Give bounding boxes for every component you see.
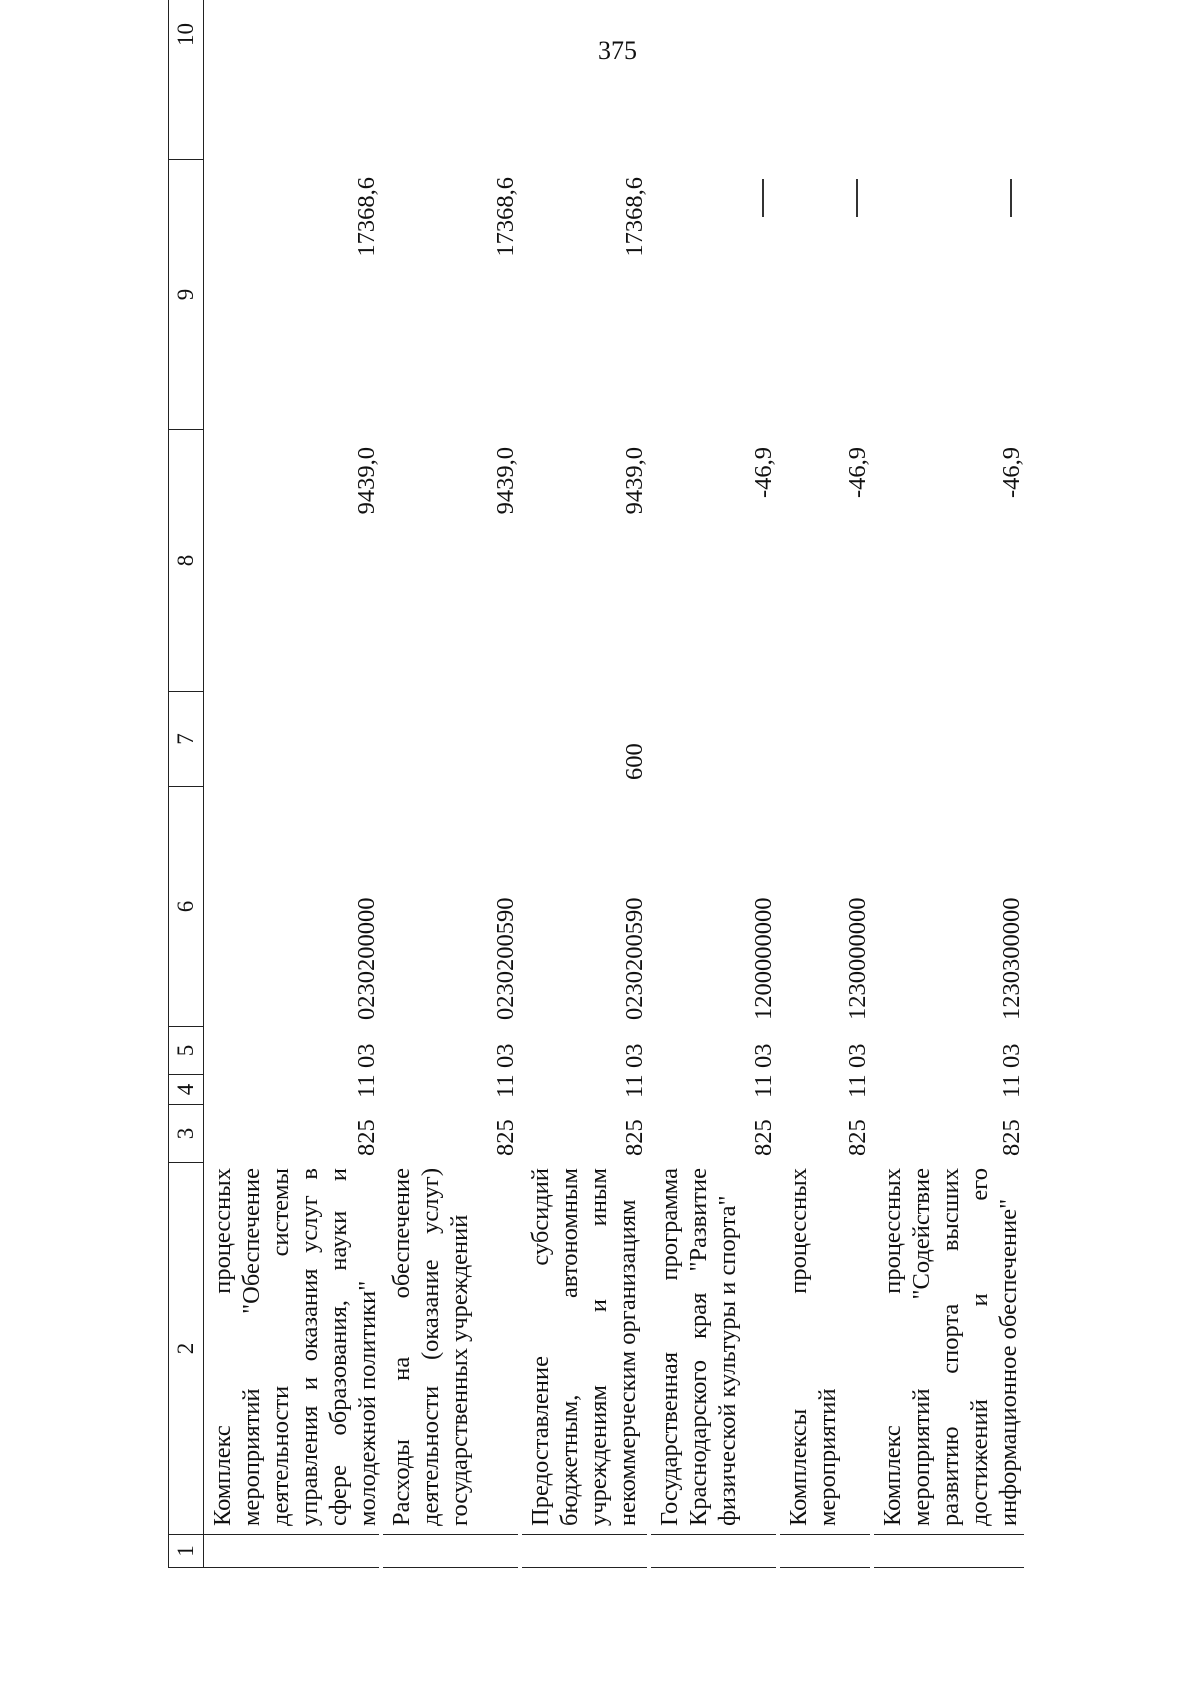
header-col-10: 10	[168, 0, 204, 159]
header-col-5: 5	[168, 1026, 204, 1074]
row-amount-10	[383, 0, 520, 159]
row-amount-8: 9439,0	[353, 447, 380, 515]
row-amount-10	[522, 0, 649, 159]
row-amount-9	[651, 159, 778, 429]
header-col-4: 4	[168, 1074, 204, 1104]
row-name: Предоставление субсидий бюджетным, автономным учреждениям и иным некоммерческим организациям	[527, 1168, 641, 1526]
row-col-1	[204, 1534, 379, 1568]
row-amount-8: -46,9	[844, 447, 871, 499]
row-amount-8: 9439,0	[492, 447, 519, 515]
row-amount-10	[204, 0, 381, 159]
row-amount-8: -46,9	[750, 447, 777, 499]
row-name: Комплекс процессных мероприятий "Обеспечение деятельности системы управления и оказания услуг в сфере образования, науки и молодежной политики"	[209, 1168, 381, 1526]
row-code-6: 1230000000	[844, 897, 871, 1020]
header-col-9: 9	[168, 159, 204, 429]
row-code-7: 600	[621, 743, 648, 780]
row-code-3: 825	[621, 1119, 648, 1156]
row-code-3: 825	[998, 1119, 1025, 1156]
header-col-6: 6	[168, 786, 204, 1026]
header-col-8: 8	[168, 429, 204, 691]
row-code-5: 03	[621, 1043, 648, 1068]
row-code-4: 11	[492, 1074, 519, 1098]
row-amount-10	[651, 0, 778, 159]
row-col-1	[522, 1534, 647, 1568]
row-amount-8: 9439,0	[621, 447, 648, 515]
row-code-4: 11	[998, 1074, 1025, 1098]
row-code-5: 03	[844, 1043, 871, 1068]
row-code-7	[383, 691, 520, 786]
row-code-3: 825	[750, 1119, 777, 1156]
row-code-7	[204, 691, 381, 786]
empty-value-dash	[856, 179, 858, 217]
row-amount-9	[874, 159, 1026, 429]
row-code-3: 825	[353, 1119, 380, 1156]
row-code-3: 825	[844, 1119, 871, 1156]
row-code-7	[780, 691, 872, 786]
header-col-1: 1	[168, 1534, 204, 1568]
row-amount-9: 17368,6	[621, 177, 648, 257]
row-code-6: 0230200590	[621, 897, 648, 1020]
row-code-5: 03	[998, 1043, 1025, 1068]
header-col-3: 3	[168, 1104, 204, 1162]
row-name: Комплекс процессных мероприятий "Содействие развитию спорта высших достижений и его информационное обеспечение"	[879, 1168, 1022, 1526]
row-amount-8: -46,9	[998, 447, 1025, 499]
row-amount-9	[780, 159, 872, 429]
row-code-7	[651, 691, 778, 786]
row-code-3: 825	[492, 1119, 519, 1156]
row-code-6: 1200000000	[750, 897, 777, 1020]
row-col-1	[874, 1534, 1024, 1568]
row-name: Расходы на обеспечение деятельности (оказание услуг) государственных учреждений	[388, 1168, 473, 1526]
row-amount-10	[780, 0, 872, 159]
row-amount-10	[874, 0, 1026, 159]
row-col-1	[383, 1534, 518, 1568]
row-code-6: 0230200590	[492, 897, 519, 1020]
header-col-7: 7	[168, 691, 204, 786]
budget-table-rotated	[168, 0, 1200, 1697]
row-code-5: 03	[353, 1043, 380, 1068]
row-col-1	[780, 1534, 870, 1568]
row-code-4: 11	[750, 1074, 777, 1098]
empty-value-dash	[1010, 179, 1012, 217]
row-code-4: 11	[621, 1074, 648, 1098]
row-code-6: 1230300000	[998, 897, 1025, 1020]
header-col-2: 2	[168, 1162, 204, 1534]
row-amount-9: 17368,6	[492, 177, 519, 257]
row-code-6: 0230200000	[353, 897, 380, 1020]
row-code-7	[874, 691, 1026, 786]
row-code-5: 03	[492, 1043, 519, 1068]
row-col-1	[651, 1534, 776, 1568]
row-amount-9: 17368,6	[353, 177, 380, 257]
row-code-5: 03	[750, 1043, 777, 1068]
row-code-4: 11	[844, 1074, 871, 1098]
row-name: Комплексы процессных мероприятий	[785, 1168, 841, 1526]
page-number: 375	[598, 36, 637, 65]
row-code-4: 11	[353, 1074, 380, 1098]
empty-value-dash	[762, 179, 764, 217]
row-name: Государственная программа Краснодарского края "Развитие физической культуры и спорта"	[656, 1168, 741, 1526]
